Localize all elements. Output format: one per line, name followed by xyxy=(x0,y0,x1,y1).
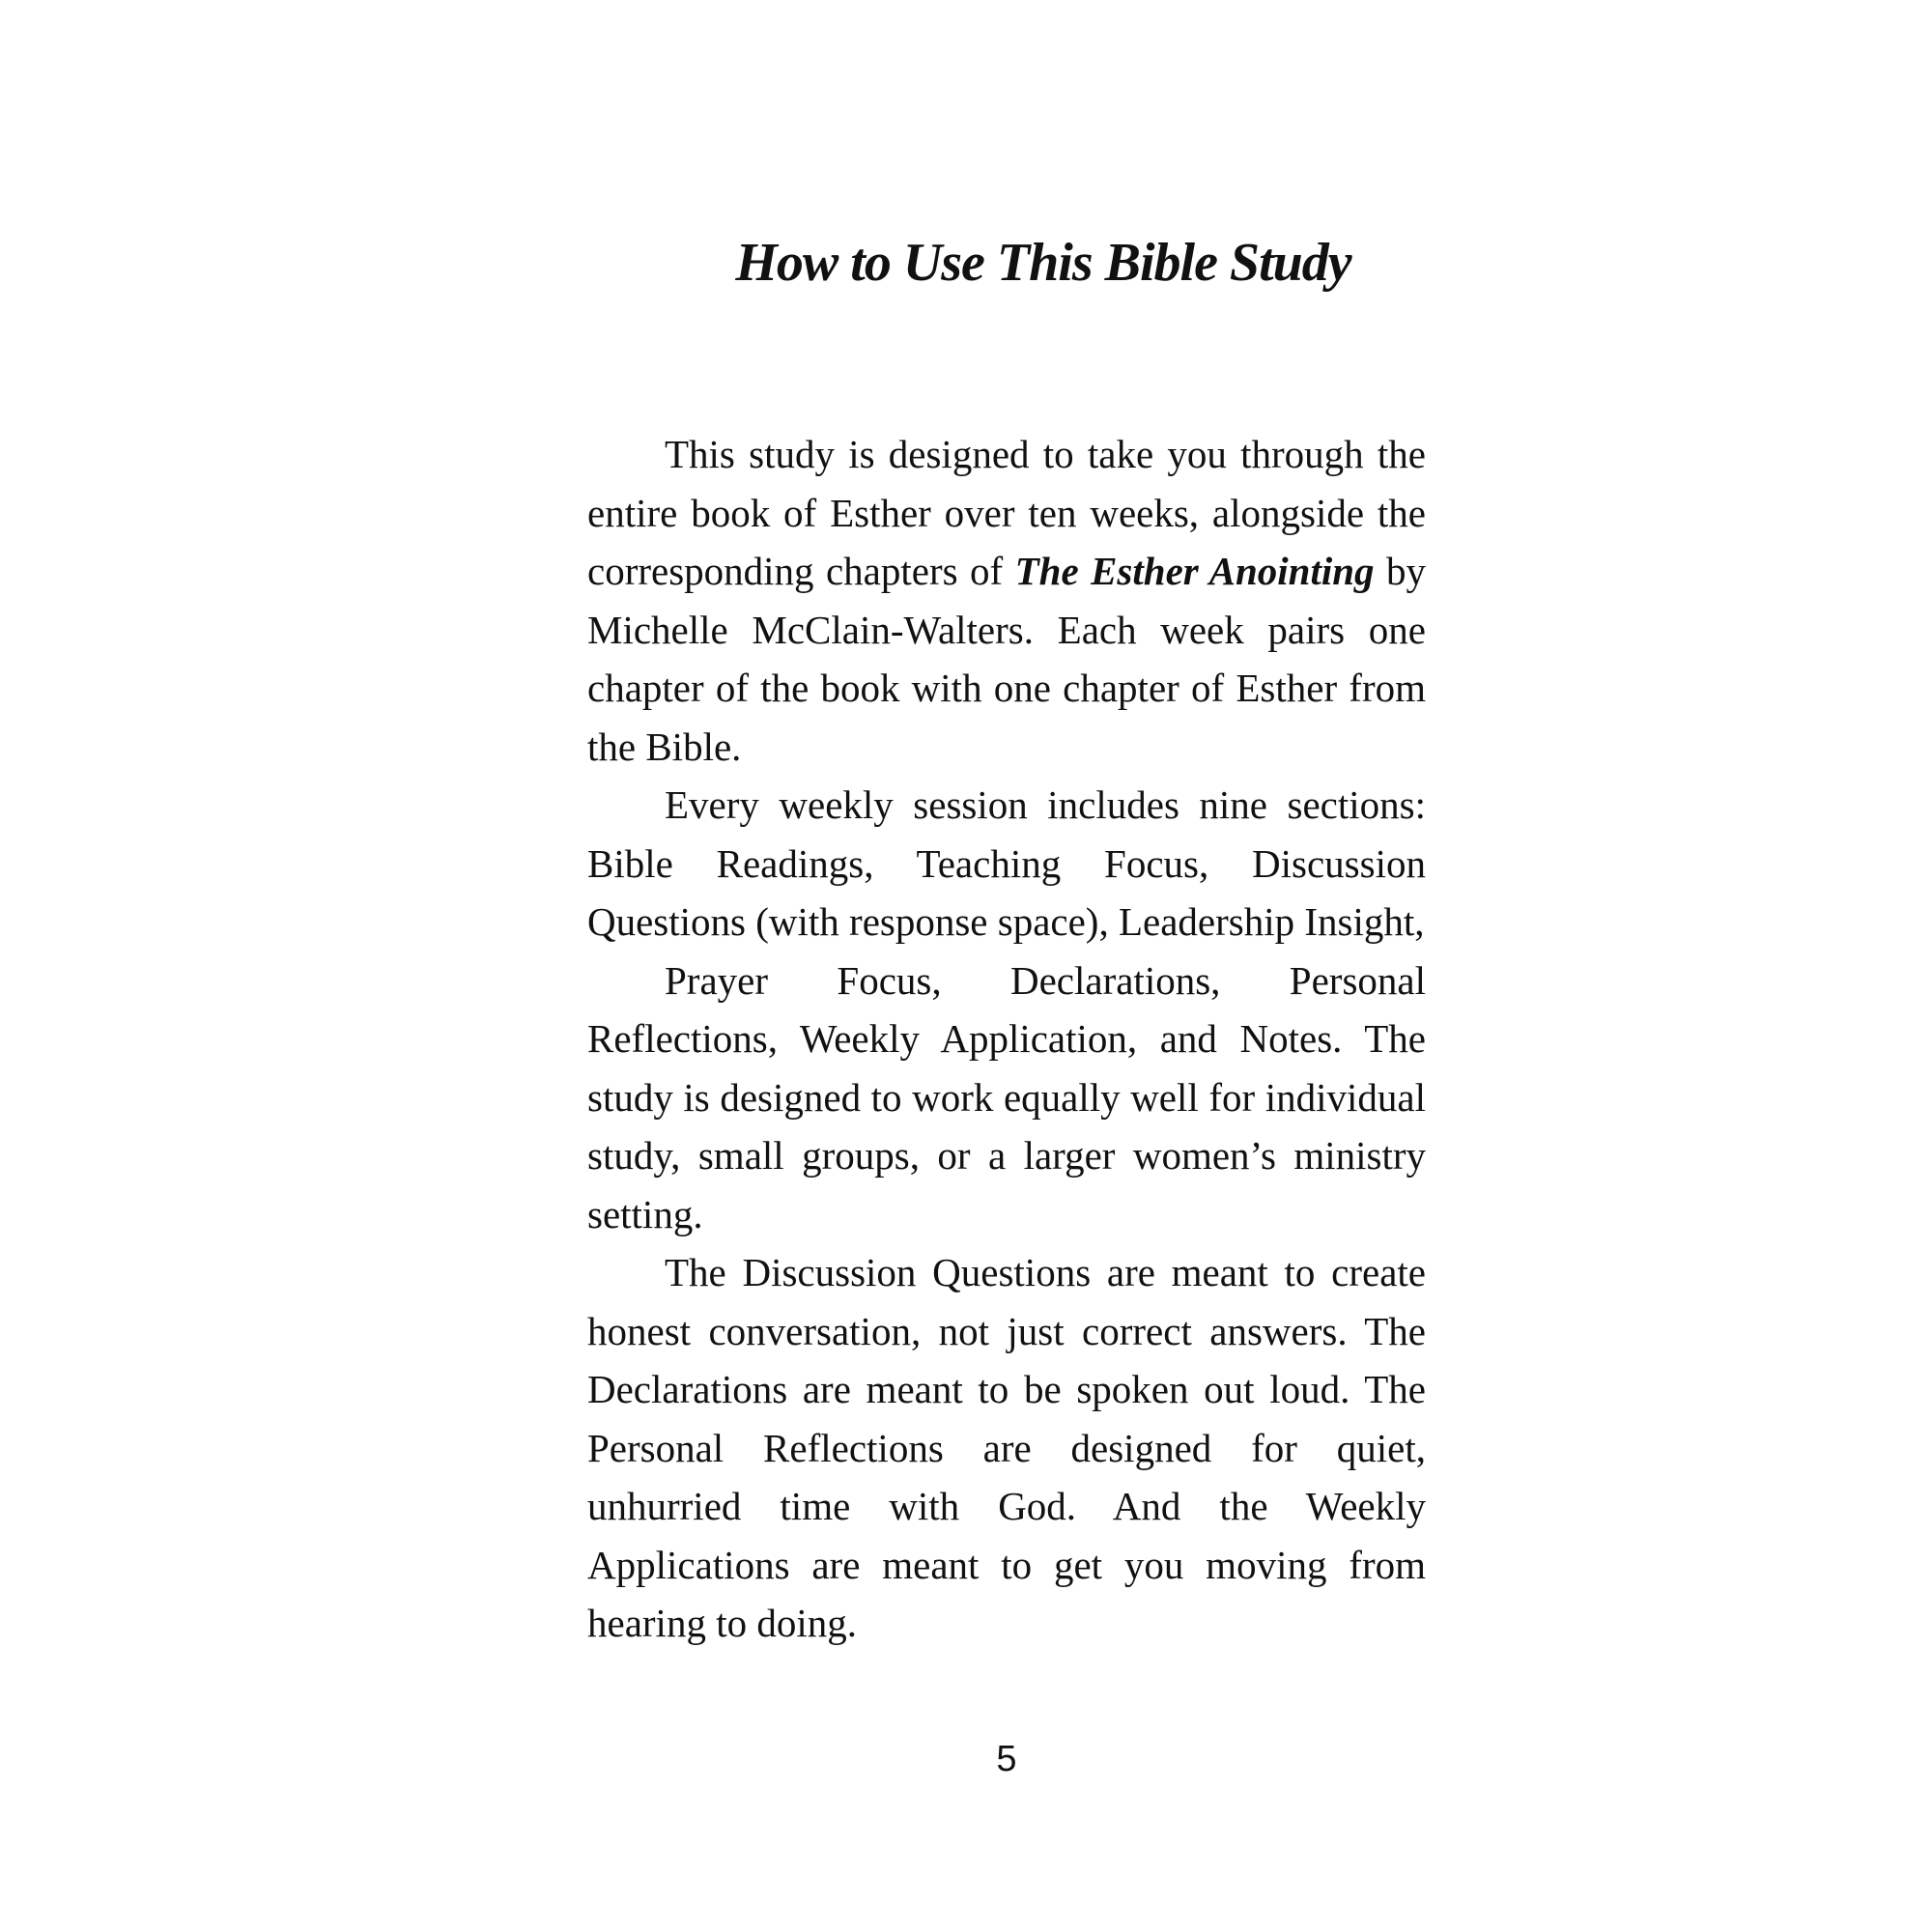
body-text xyxy=(587,425,1426,1653)
book-title: The Esther Anointing xyxy=(1014,549,1375,593)
paragraph-discussion: The Discussion Questions are meant to create honest conversation, not just correct answers. The Declarations are meant to be spoken out loud. The Personal Reflections are designed for quiet, unhurried time with God. And the Weekly Applications are meant to get you moving from hearing to doing. xyxy=(587,1250,1426,1645)
page-title: How to Use This Bible Study xyxy=(735,233,1351,293)
paragraph-sessions: Every weekly session includes nine sections: Bible Readings, Teaching Focus, Discussion Questions (with response space), Leadership Insight, xyxy=(587,782,1426,944)
paragraph-intro-after: by Michelle McClain-Walters. Each week pairs one chapter of the book with one chapter of Esther from the Bible. xyxy=(587,549,1426,769)
page-number: 5 xyxy=(996,1739,1017,1779)
paragraph-intro xyxy=(587,425,1426,776)
paragraph-intro-before: This study is designed to take you through the entire book of Esther over ten weeks, alongside the corresponding chapters of xyxy=(587,432,1426,593)
paragraph-sections-continued: Prayer Focus, Declarations, Personal Reflections, Weekly Application, and Notes. The study is designed to work equally well for individual study, small groups, or a larger women’s ministry setting. xyxy=(587,957,1426,1236)
